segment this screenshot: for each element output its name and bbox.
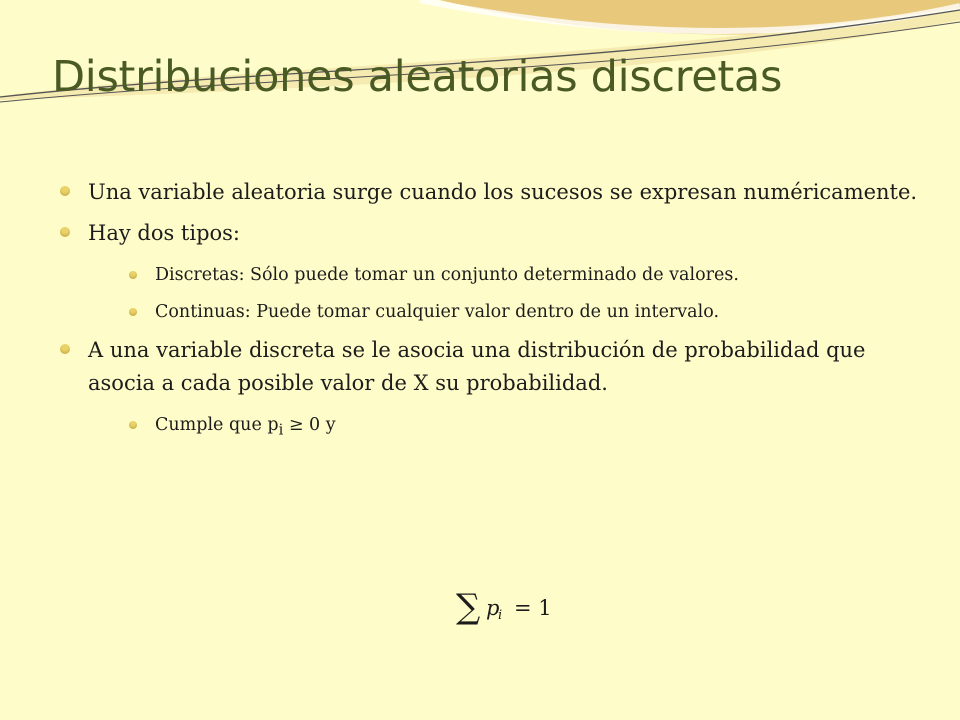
- bullet-item: [60, 217, 930, 250]
- slide-title: Distribuciones aleatorias discretas: [52, 52, 783, 102]
- formula-subscript: i: [498, 608, 503, 623]
- sigma-symbol: ∑: [456, 587, 481, 627]
- sub-bullet-subscript: i: [278, 421, 284, 439]
- sub-bullet-item: [60, 413, 930, 443]
- sub-bullet-item: [60, 300, 930, 324]
- sub-bullet-text-start: Cumple que p: [155, 415, 279, 435]
- bullet-text: A una variable discreta se le asocia una distribución de probabilidad que asocia a cada posible valor de X su probabilidad.: [88, 338, 866, 395]
- bullet-dot-icon: [60, 186, 70, 196]
- bullet-dot-icon: [129, 271, 137, 279]
- sub-bullet-text: Continuas: Puede tomar cualquier valor dentro de un intervalo.: [155, 302, 720, 322]
- sub-bullet-text: Discretas: Sólo puede tomar un conjunto determinado de valores.: [155, 265, 739, 285]
- bullet-item: [60, 176, 930, 209]
- bullet-dot-icon: [129, 421, 137, 429]
- bullet-text: Una variable aleatoria surge cuando los sucesos se expresan numéricamente.: [88, 180, 918, 204]
- bullet-text: Hay dos tipos:: [88, 221, 241, 245]
- bullet-item: [60, 334, 930, 400]
- bullet-dot-icon: [60, 344, 70, 354]
- bullet-list: [60, 176, 930, 443]
- sub-bullet-text-end: ≥ 0 y: [283, 415, 336, 435]
- sub-bullet-item: [60, 263, 930, 287]
- formula-equals: = 1: [514, 596, 552, 620]
- formula-variable: p: [486, 596, 500, 620]
- bullet-dot-icon: [129, 308, 137, 316]
- bullet-dot-icon: [60, 227, 70, 237]
